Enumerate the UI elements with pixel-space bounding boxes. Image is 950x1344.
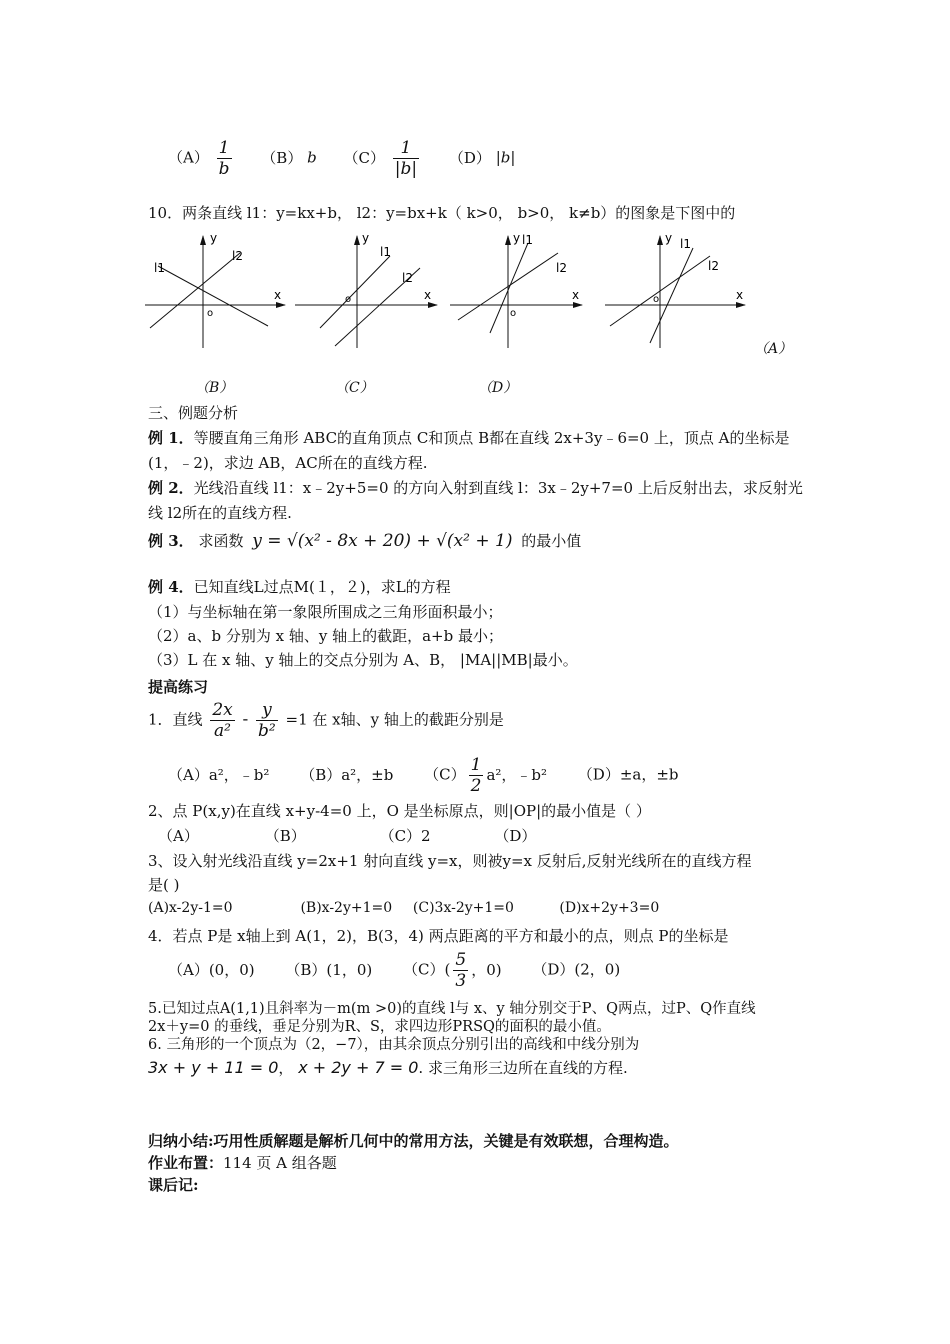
graph-c-origin: o [345, 294, 352, 305]
q10-text: 10．两条直线 l1：y=kx+b， l2：y=bx+k（ k>0， b>0， k≠b）的图象是下图中的 [148, 204, 736, 222]
graph-b-y-label: y [210, 231, 218, 245]
q10-graphs [140, 228, 793, 398]
q9-option-d-label: （D） [448, 148, 491, 167]
graph-d-l1: l1 [522, 233, 533, 247]
graph-a [605, 236, 745, 348]
after-class-notes-label: 课后记: [148, 1176, 199, 1194]
graph-b-l1: l1 [154, 261, 165, 275]
example-3: 例 3． 求函数 y = √(x² - 8x + 20) + √(x² + 1) 的最小值 [148, 531, 582, 551]
practice-1-fraction-2: $\frac{y}{\text{b²}}$ [258, 700, 276, 741]
example-1-line-1: 例 1．等腰直角三角形 ABC的直角顶点 C和顶点 B都在直线 2x+3y﹣6=0 上，顶点 A的坐标是 [148, 429, 790, 447]
graph-c [295, 236, 437, 348]
graph-b-l2: l2 [232, 249, 243, 263]
example-1-tag: 例 1． [148, 429, 194, 447]
example-3-tag: 例 3． [148, 532, 194, 550]
graph-d-line-l1 [490, 243, 528, 333]
graph-d-caption: （D） [478, 380, 518, 396]
practice-1-fraction-1: $\frac{2x}{\text{a²}}$ [212, 700, 233, 741]
q9-option-a-fraction: $\frac{1}{b}$ [218, 138, 230, 179]
graph-a-origin: o [653, 294, 660, 305]
q9-option-c-label: （C） [343, 148, 385, 167]
graph-b-caption: （B） [195, 380, 234, 396]
graph-d-origin: o [510, 308, 517, 319]
graph-d [450, 236, 582, 348]
graph-d-y-label: y [513, 231, 521, 245]
practice-2-options: （A） （B） （C）2 （D） [158, 827, 537, 845]
example-4-line-1: 例 4．已知直线L过点M(１，２)，求L的方程 [148, 578, 451, 596]
summary-label: 归纳小结: [148, 1132, 214, 1150]
practice-1-options: （A）a²，﹣b² （B）a²，±b （C） $\frac{1}{2}$ a²，﹣b² （D）±a，±b [168, 755, 679, 796]
example-4-item-2: （2）a、b 分别为 x 轴、y 轴上的截距，a+b 最小； [148, 627, 503, 645]
graph-b-origin: o [207, 308, 214, 319]
homework-label: 作业布置： [148, 1154, 224, 1172]
section-title: 三、例题分析 [148, 404, 239, 422]
example-2-line-2: 线 l2所在的直线方程. [148, 504, 292, 522]
graph-c-y-label: y [362, 231, 370, 245]
graph-c-l2: l2 [402, 271, 413, 285]
practice-1: 1．直线 $\frac{2x}{\text{a²}}$ - $\frac{y}{\text{b²}}$ =1 在 x轴、y 轴上的截距分别是 [148, 700, 504, 741]
example-4-tag: 例 4． [148, 578, 194, 596]
homework: 作业布置：114 页 A 组各题 [148, 1154, 337, 1172]
q9-option-c-fraction: $\frac{1}{|b|}$ [394, 138, 418, 179]
example-3-formula: y = √(x² - 8x + 20) + √(x² + 1) [252, 531, 513, 551]
graph-c-caption: （C） [335, 380, 374, 396]
practice-6-equation-2: x + 2y + 7 = 0 [298, 1058, 419, 1077]
graph-b [145, 236, 285, 348]
q9-option-b-value: b [307, 148, 317, 167]
graph-a-y-label: y [665, 231, 673, 245]
practice-3-line-1: 3、设入射光线沿直线 y=2x+1 射向直线 y=x，则被y=x 反射后,反射光线所在的直线方程 [148, 852, 752, 870]
summary: 归纳小结:巧用性质解题是解析几何中的常用方法，关键是有效联想，合理构造。 [148, 1132, 679, 1150]
graph-c-l1: l1 [380, 245, 391, 259]
graph-a-l2: l2 [708, 259, 719, 273]
example-4-item-3: （3）L 在 x 轴、y 轴上的交点分别为 A、B， |MA||MB|最小。 [148, 651, 578, 669]
graph-a-x-label: x [736, 288, 744, 302]
practice-3-line-2: 是( ) [148, 876, 180, 894]
example-2-tag: 例 2． [148, 479, 194, 497]
graph-d-x-label: x [572, 288, 580, 302]
practice-6-equation-1: 3x + y + 11 = 0 [148, 1058, 279, 1077]
practice-4-option-c-fraction: $\frac{5}{3}$ [455, 950, 467, 991]
practice-1-option-c-fraction: $\frac{1}{2}$ [470, 755, 482, 796]
practice-6-line-1: 6. 三角形的一个顶点为（2，−7），由其余顶点分别引出的高线和中线分别为 [148, 1037, 640, 1053]
example-2-line-1: 例 2．光线沿直线 l1：x﹣2y+5=0 的方向入射到直线 l：3x﹣2y+7=0 上后反射出去，求反射光 [148, 479, 803, 497]
graph-c-line-l1 [320, 256, 390, 328]
practice-4-line-1: 4．若点 P是 x轴上到 A(1，2)，B(3，4) 两点距离的平方和最小的点，则点 P的坐标是 [148, 927, 729, 945]
graph-c-x-label: x [424, 288, 432, 302]
practice-2-line-1: 2、点 P(x,y)在直线 x+y-4=0 上，O 是坐标原点，则|OP|的最小值是（ ） [148, 802, 651, 820]
practice-3-options: (A)x-2y-1=0 (B)x-2y+1=0 (C)3x-2y+1=0 (D)x+2y+3=0 [148, 900, 660, 916]
practice-6-line-2: 3x + y + 11 = 0， x + 2y + 7 = 0. 求三角形三边所在直线的方程. [148, 1058, 628, 1077]
example-4-item-1: （1）与坐标轴在第一象限所围成之三角形面积最小； [148, 603, 503, 621]
practice-5-line-2: 2x＋y=0 的垂线，垂足分别为R、S，求四边形PRSQ的面积的最小值。 [148, 1019, 611, 1035]
graph-d-l2: l2 [556, 261, 567, 275]
practice-4-options: （A）(0，0) （B）(1，0) （C）( $\frac{5}{3}$ ，0) （D）(2，0) [168, 950, 621, 991]
graph-a-l1: l1 [680, 237, 691, 251]
q9-option-a-label: （A） [168, 148, 209, 167]
graph-a-caption: （A） [754, 341, 793, 357]
q9-option-d-value: |b| [495, 148, 516, 167]
practice-5-line-1: 5.已知过点A(1,1)且斜率为－m(m >0)的直线 l与 x、y 轴分别交于P、Q两点，过P、Q作直线 [148, 1001, 756, 1017]
example-1-line-2: (1，﹣2)，求边 AB，AC所在的直线方程. [148, 454, 428, 472]
practice-title: 提高练习 [148, 678, 209, 696]
q9-option-b-label: （B） [261, 148, 303, 167]
q9-options [168, 138, 515, 179]
graph-b-x-label: x [274, 288, 282, 302]
